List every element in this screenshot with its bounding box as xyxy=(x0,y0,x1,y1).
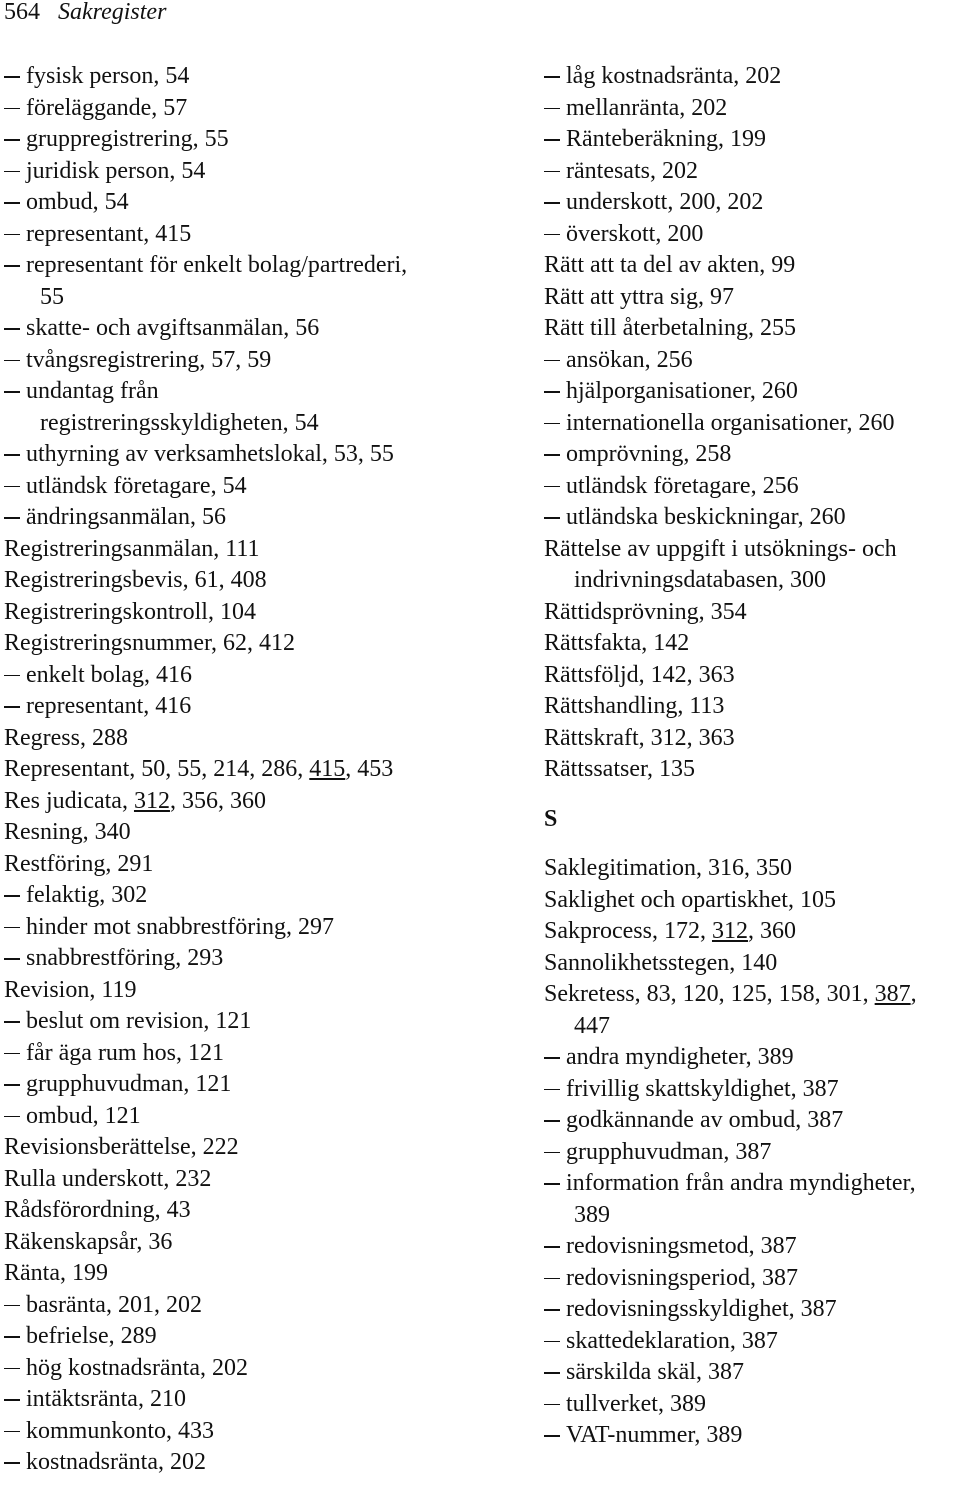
index-entry-continuation xyxy=(544,565,960,597)
index-subentry xyxy=(4,187,474,219)
index-entry xyxy=(544,916,960,948)
entry-text: juridisk person, 54 xyxy=(26,157,206,184)
entry-text: , 453 xyxy=(345,756,394,782)
entry-text: , xyxy=(910,981,917,1007)
index-entry xyxy=(4,723,474,755)
entry-text: Rulla underskott, 232 xyxy=(4,1165,212,1192)
index-subentry xyxy=(4,1069,474,1101)
index-entry xyxy=(4,1195,474,1227)
entry-text: representant, 416 xyxy=(26,693,192,719)
index-subentry xyxy=(4,439,474,471)
underlined-page-ref: 312 xyxy=(711,918,748,944)
entry-text: Räkenskapsår, 36 xyxy=(4,1228,173,1255)
index-subentry xyxy=(544,124,960,156)
index-subentry xyxy=(544,502,960,534)
index-subentry xyxy=(4,313,474,345)
entry-text: Revisionsberättelse, 222 xyxy=(4,1134,239,1160)
entry-text: skattedeklaration, 387 xyxy=(566,1327,778,1354)
entry-text: Rättsföljd, 142, 363 xyxy=(544,661,735,688)
index-subentry xyxy=(544,93,960,125)
index-entry xyxy=(544,948,960,980)
index-subentry xyxy=(544,1294,960,1326)
entry-text: grupphuvudman, 387 xyxy=(566,1138,772,1165)
index-entry xyxy=(544,534,960,566)
index-subentry xyxy=(544,1326,960,1358)
index-entry xyxy=(544,313,960,345)
index-entry-continuation xyxy=(544,1011,960,1043)
entry-text: Rättskraft, 312, 363 xyxy=(544,724,735,751)
index-entry xyxy=(544,754,960,786)
entry-text: Rättshandling, 113 xyxy=(544,693,725,719)
index-entry-continuation xyxy=(4,282,474,314)
index-entry xyxy=(544,691,960,723)
index-subentry xyxy=(4,502,474,534)
index-subentry xyxy=(544,345,960,377)
entry-text: Restföring, 291 xyxy=(4,850,154,877)
index-subentry xyxy=(4,1384,474,1416)
index-subentry xyxy=(544,1042,960,1074)
entry-text: 389 xyxy=(574,1201,610,1228)
index-subentry xyxy=(4,250,474,282)
index-subentry xyxy=(4,912,474,944)
entry-text: överskott, 200 xyxy=(566,220,704,247)
underlined-page-ref: 312 xyxy=(133,787,170,814)
entry-text: , 356, 360 xyxy=(169,787,266,814)
index-entry xyxy=(4,849,474,881)
index-subentry xyxy=(4,93,474,125)
index-entry xyxy=(4,1164,474,1196)
index-entry-continuation xyxy=(544,1200,960,1232)
index-subentry xyxy=(4,124,474,156)
index-subentry xyxy=(544,1357,960,1389)
entry-text: frivillig skattskyldighet, 387 xyxy=(566,1075,839,1102)
index-subentry xyxy=(4,345,474,377)
entry-text: beslut om revision, 121 xyxy=(26,1008,252,1034)
index-entry xyxy=(544,885,960,917)
entry-text: redovisningsmetod, 387 xyxy=(566,1233,797,1259)
entry-text: VAT-nummer, 389 xyxy=(566,1422,743,1448)
entry-text: skatte- och avgiftsanmälan, 56 xyxy=(26,315,320,341)
entry-text: ombud, 121 xyxy=(26,1102,141,1129)
entry-text: S xyxy=(544,805,558,832)
entry-text: räntesats, 202 xyxy=(566,157,698,184)
index-subentry xyxy=(544,439,960,471)
entry-text: redovisningsskyldighet, 387 xyxy=(566,1296,837,1322)
index-subentry xyxy=(4,691,474,723)
index-subentry xyxy=(4,1447,474,1479)
index-subentry xyxy=(544,187,960,219)
entry-text: Representant, 50, 55, 214, 286, xyxy=(4,756,310,782)
entry-text: enkelt bolag, 416 xyxy=(26,661,192,688)
entry-text: internationella organisationer, 260 xyxy=(566,409,895,436)
entry-text: redovisningsperiod, 387 xyxy=(566,1264,798,1291)
index-entry xyxy=(4,817,474,849)
index-subentry xyxy=(4,660,474,692)
entry-text: ändringsanmälan, 56 xyxy=(26,504,226,530)
entry-text: representant, 415 xyxy=(26,220,192,247)
index-subentry xyxy=(544,408,960,440)
index-entry xyxy=(4,597,474,629)
entry-text: Registreringsanmälan, 111 xyxy=(4,535,260,562)
index-subentry xyxy=(4,219,474,251)
index-entry xyxy=(4,565,474,597)
index-subentry xyxy=(4,471,474,503)
entry-text: Rätt till återbetalning, 255 xyxy=(544,315,796,341)
index-entry xyxy=(4,1132,474,1164)
index-subentry xyxy=(544,376,960,408)
entry-text: 55 xyxy=(40,283,64,310)
entry-text: Sakprocess, 172, xyxy=(544,918,712,944)
index-subentry xyxy=(544,1137,960,1169)
entry-text: grupphuvudman, 121 xyxy=(26,1071,232,1097)
entry-text: Saklighet och opartiskhet, 105 xyxy=(544,886,836,913)
index-subentry xyxy=(4,1321,474,1353)
entry-text: Registreringsnummer, 62, 412 xyxy=(4,630,295,656)
entry-text: , 360 xyxy=(747,918,796,944)
index-column-right xyxy=(544,61,960,1452)
entry-text: Rätt att ta del av akten, 99 xyxy=(544,252,796,278)
index-entry xyxy=(544,660,960,692)
entry-text: snabbrestföring, 293 xyxy=(26,945,224,971)
index-entry xyxy=(544,853,960,885)
index-entry xyxy=(4,534,474,566)
index-subentry xyxy=(4,61,474,93)
index-entry xyxy=(4,1227,474,1259)
entry-text: hög kostnadsränta, 202 xyxy=(26,1354,248,1381)
entry-text: Sekretess, 83, 120, 125, 158, 301, xyxy=(544,981,875,1007)
index-subentry xyxy=(4,1101,474,1133)
index-subentry xyxy=(544,1168,960,1200)
entry-text: intäktsränta, 210 xyxy=(26,1386,186,1412)
entry-text: Rättsfakta, 142 xyxy=(544,630,690,656)
entry-text: Saklegitimation, 316, 350 xyxy=(544,855,792,881)
underlined-page-ref: 415 xyxy=(309,756,346,782)
index-entry xyxy=(4,628,474,660)
index-subentry xyxy=(544,1074,960,1106)
section-title: Sakregister xyxy=(58,0,167,25)
entry-text: tvångsregistrering, 57, 59 xyxy=(26,346,272,373)
entry-text: Registreringsbevis, 61, 408 xyxy=(4,567,267,593)
index-entry xyxy=(544,628,960,660)
index-subentry xyxy=(544,1231,960,1263)
index-entry xyxy=(544,282,960,314)
entry-text: underskott, 200, 202 xyxy=(566,189,764,215)
entry-text: får äga rum hos, 121 xyxy=(26,1039,224,1066)
entry-text: låg kostnadsränta, 202 xyxy=(566,63,782,89)
index-entry xyxy=(544,250,960,282)
index-entry xyxy=(544,979,960,1011)
entry-text: mellanränta, 202 xyxy=(566,94,728,121)
entry-text: Rådsförordning, 43 xyxy=(4,1197,191,1223)
entry-text: ombud, 54 xyxy=(26,189,129,215)
index-subentry xyxy=(544,1263,960,1295)
entry-text: fysisk person, 54 xyxy=(26,63,190,89)
entry-text: Ränteberäkning, 199 xyxy=(566,126,766,152)
index-subentry xyxy=(544,1389,960,1421)
index-subentry xyxy=(544,61,960,93)
entry-text: basränta, 201, 202 xyxy=(26,1291,202,1318)
index-entry xyxy=(4,786,474,818)
entry-text: utländska beskickningar, 260 xyxy=(566,504,846,530)
entry-text: uthyrning av verksamhetslokal, 53, 55 xyxy=(26,441,394,467)
underlined-page-ref: 387 xyxy=(874,981,911,1007)
entry-text: Registreringskontroll, 104 xyxy=(4,598,256,625)
entry-text: indrivningsdatabasen, 300 xyxy=(574,567,826,593)
entry-text: Rättssatser, 135 xyxy=(544,756,696,782)
index-subentry xyxy=(4,943,474,975)
entry-text: tullverket, 389 xyxy=(566,1390,706,1417)
entry-text: felaktig, 302 xyxy=(26,882,148,908)
entry-text: Res judicata, xyxy=(4,787,134,814)
entry-text: godkännande av ombud, 387 xyxy=(566,1107,844,1133)
entry-text: Revision, 119 xyxy=(4,976,137,1003)
entry-text: föreläggande, 57 xyxy=(26,94,188,121)
index-column-left xyxy=(4,61,474,1479)
entry-text: utländsk företagare, 256 xyxy=(566,472,799,499)
index-letter-heading xyxy=(544,804,960,836)
page-number: 564 xyxy=(4,0,40,25)
entry-text: gruppregistrering, 55 xyxy=(26,126,229,152)
entry-text: ansökan, 256 xyxy=(566,346,693,373)
entry-text: kostnadsränta, 202 xyxy=(26,1449,206,1475)
entry-text: befrielse, 289 xyxy=(26,1323,157,1349)
index-subentry xyxy=(544,219,960,251)
entry-text: omprövning, 258 xyxy=(566,441,732,467)
index-subentry xyxy=(544,471,960,503)
entry-text: representant för enkelt bolag/partrederi, xyxy=(26,252,408,278)
index-entry xyxy=(4,1258,474,1290)
entry-text: kommunkonto, 433 xyxy=(26,1417,215,1444)
index-subentry xyxy=(4,156,474,188)
page-header xyxy=(4,0,166,27)
entry-text: Resning, 340 xyxy=(4,819,131,845)
entry-text: hinder mot snabbrestföring, 297 xyxy=(26,913,334,940)
entry-text: information från andra myndigheter, xyxy=(566,1170,916,1196)
entry-text: undantag från xyxy=(26,378,159,404)
index-entry xyxy=(544,597,960,629)
entry-text: Regress, 288 xyxy=(4,724,128,751)
index-subentry xyxy=(4,1290,474,1322)
entry-text: Ränta, 199 xyxy=(4,1260,108,1286)
index-entry xyxy=(4,975,474,1007)
index-subentry xyxy=(4,1038,474,1070)
entry-text: 447 xyxy=(574,1012,610,1039)
entry-text: registreringsskyldigheten, 54 xyxy=(40,409,319,436)
entry-text: Rätt att yttra sig, 97 xyxy=(544,283,734,310)
index-subentry xyxy=(4,880,474,912)
entry-text: andra myndigheter, 389 xyxy=(566,1044,794,1070)
index-subentry xyxy=(544,156,960,188)
index-subentry xyxy=(4,1416,474,1448)
index-subentry xyxy=(4,1006,474,1038)
index-entry-continuation xyxy=(4,408,474,440)
entry-text: utländsk företagare, 54 xyxy=(26,472,247,499)
index-subentry xyxy=(4,376,474,408)
entry-text: Sannolikhetsstegen, 140 xyxy=(544,949,778,976)
index-entry xyxy=(4,754,474,786)
entry-text: Rättelse av uppgift i utsöknings- och xyxy=(544,535,897,562)
entry-text: Rättidsprövning, 354 xyxy=(544,598,747,625)
index-subentry xyxy=(544,1420,960,1452)
entry-text: särskilda skäl, 387 xyxy=(566,1359,744,1385)
entry-text: hjälporganisationer, 260 xyxy=(566,378,798,404)
index-subentry xyxy=(544,1105,960,1137)
index-entry xyxy=(544,723,960,755)
index-subentry xyxy=(4,1353,474,1385)
